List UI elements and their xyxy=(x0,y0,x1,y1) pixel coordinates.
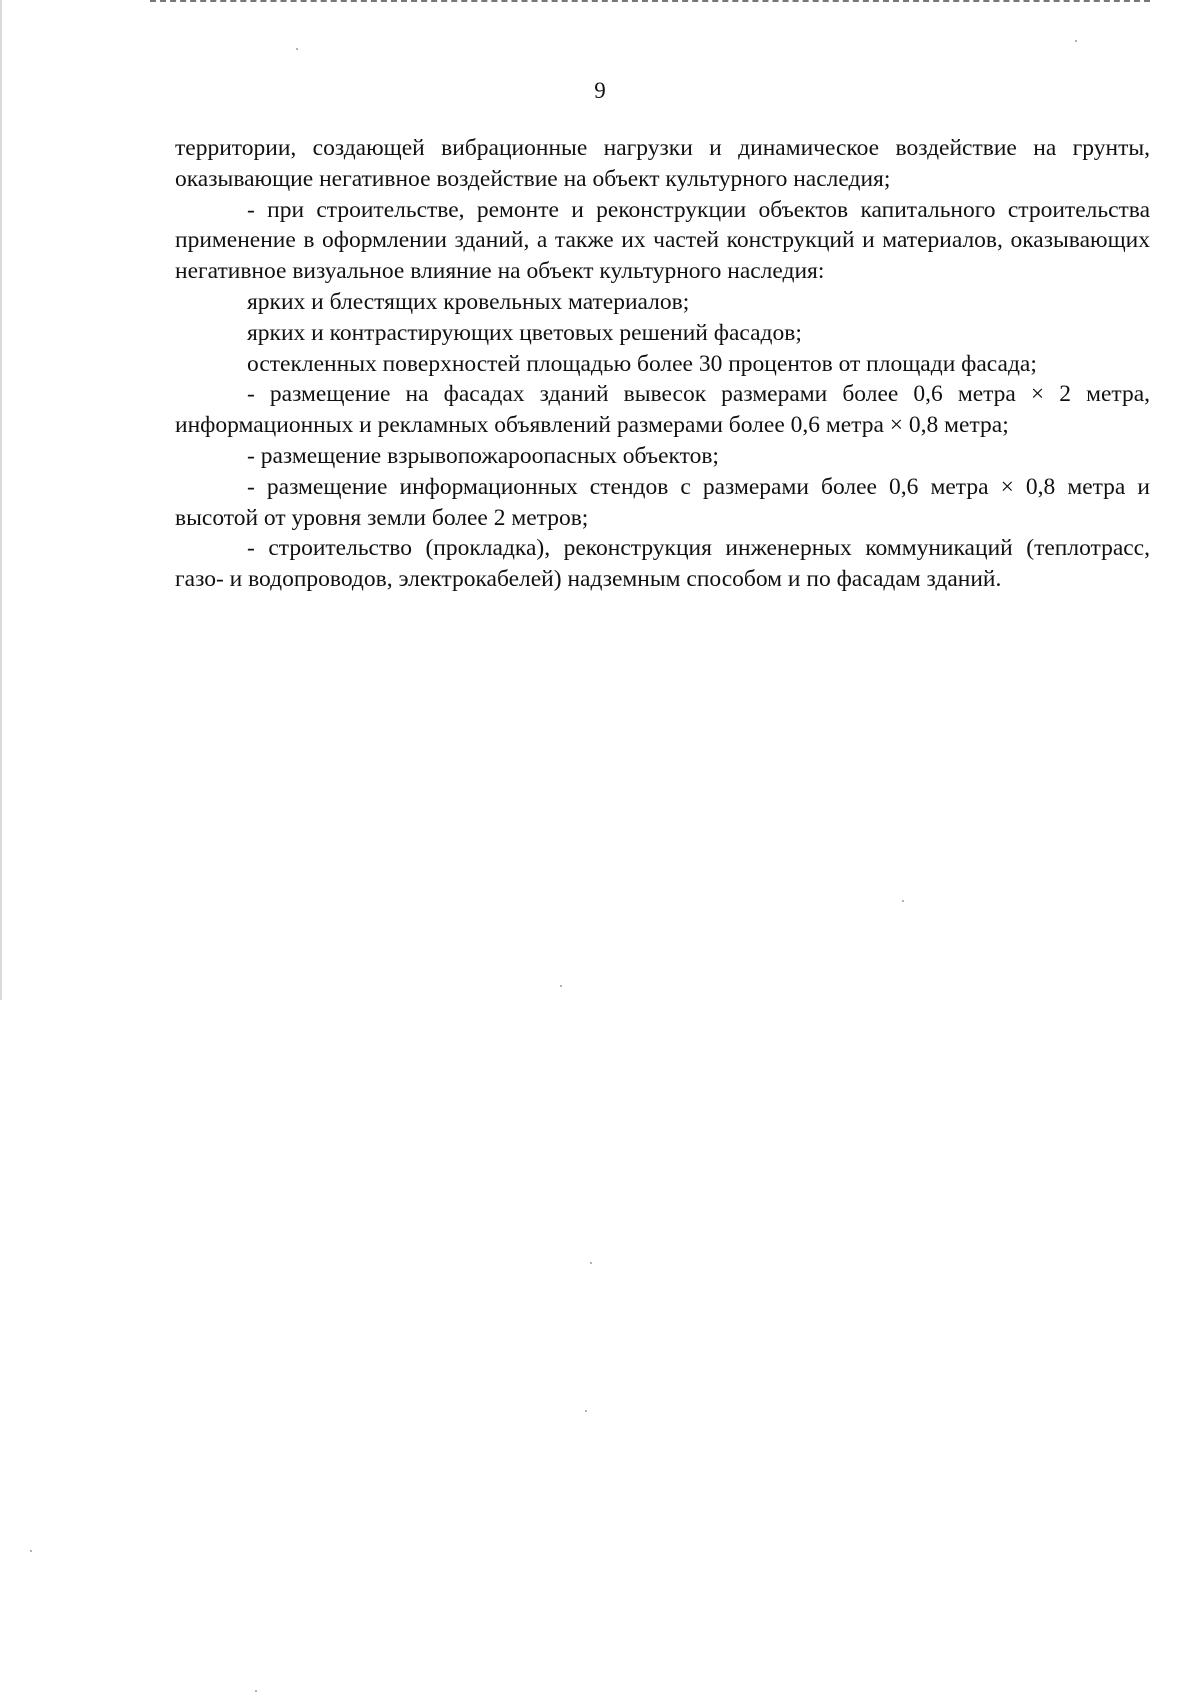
scan-speck xyxy=(296,48,298,50)
scan-speck xyxy=(1075,40,1077,42)
document-body xyxy=(175,133,1150,595)
scan-speck xyxy=(560,985,562,987)
list-item-roofing: ярких и блестящих кровельных материалов; xyxy=(247,288,690,315)
paragraph-info-stands: - размещение информационных стендов с размерами более 0,6 метра × 0,8 метра и высотой от уровня земли более 2 метров; xyxy=(175,473,1150,531)
scan-speck xyxy=(255,1690,257,1692)
scan-left-edge xyxy=(0,0,2,1000)
scan-speck xyxy=(902,900,904,902)
paragraph-utilities: - строительство (прокладка), реконструкция инженерных коммуникаций (теплотрасс, газо- и водопроводов, электрокабелей) надземным способом и по фасадам зданий. xyxy=(175,535,1150,593)
paragraph-construction-restrictions: - при строительстве, ремонте и реконструкции объектов капитального строительства применение в оформлении зданий, а также их частей конструкций и материалов, оказывающих негативное визуальное влияние на объект культурного наследия: xyxy=(175,196,1150,285)
paragraph-explosive-objects: - размещение взрывопожароопасных объектов; xyxy=(247,442,719,469)
scan-speck xyxy=(585,1410,587,1412)
list-item-facade-colors: ярких и контрастирующих цветовых решений фасадов; xyxy=(247,319,802,346)
scan-speck xyxy=(30,1550,32,1552)
page-number: 9 xyxy=(594,78,606,103)
scan-speck xyxy=(590,1262,592,1264)
paragraph-signage: - размещение на фасадах зданий вывесок размерами более 0,6 метра × 2 метра, информационных и рекламных объявлений размерами более 0,6 метра × 0,8 метра; xyxy=(175,381,1150,439)
list-item-glazing: остекленных поверхностей площадью более 30 процентов от площади фасада; xyxy=(247,350,1037,377)
paragraph-continuation: территории, создающей вибрационные нагрузки и динамическое воздействие на грунты, оказывающие негативное воздействие на объект культурного наследия; xyxy=(175,135,1150,192)
scan-top-border xyxy=(150,0,1150,4)
